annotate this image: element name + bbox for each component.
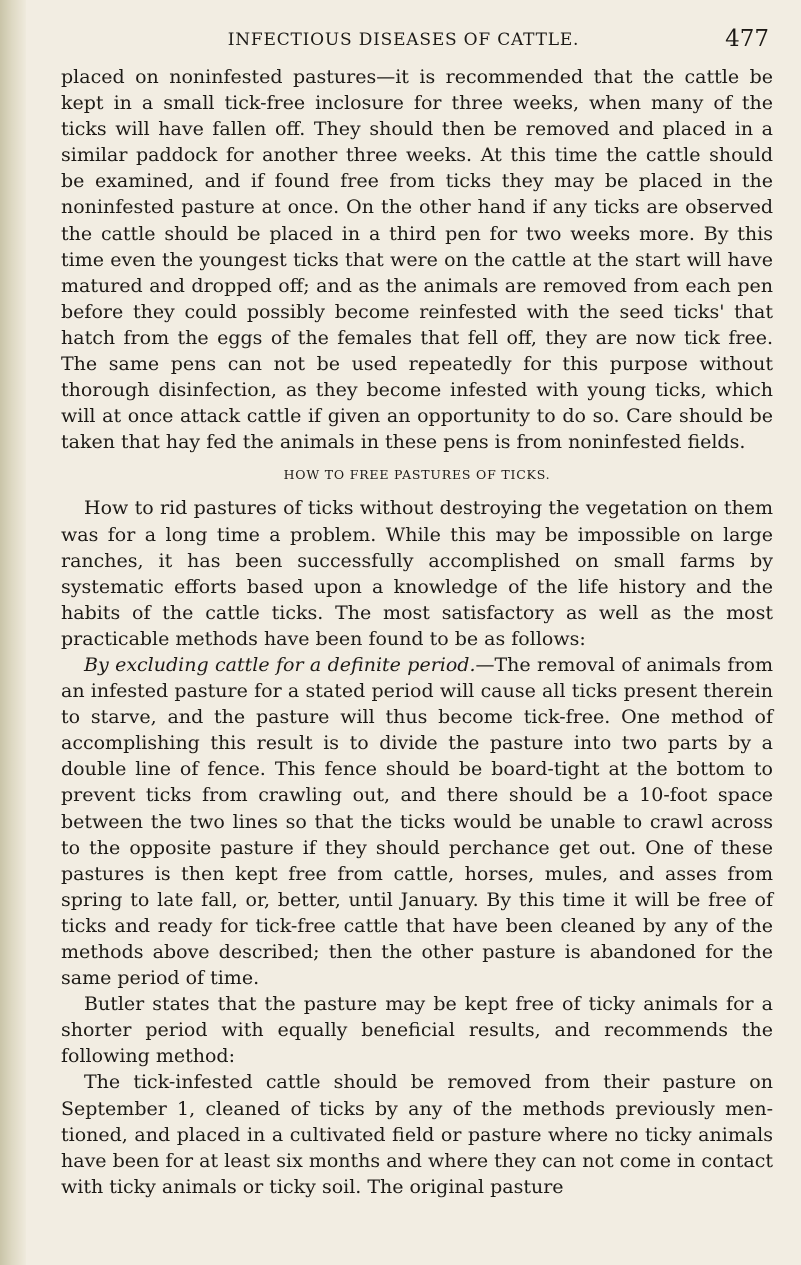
paragraph-method: The tick-infested cattle should be removed from their pasture on September 1, cleaned of ticks by any of the methods previously mentioned, and placed in a cultivated field or pasture where no ticky animals have been for at least six months and where they can not come in contact with ticky animals or ticky soil. The original pasture (61, 1071, 773, 1198)
document-page (36, 0, 801, 1265)
running-header (36, 26, 771, 60)
paragraph-butler: Butler states that the pasture may be kept free of ticky animals for a shorter period with equally beneficial results, and recommends the following method: (61, 993, 773, 1068)
section-heading: HOW TO FREE PASTURES OF TICKS. (283, 467, 551, 483)
paragraph-subheading: By excluding cattle for a definite period. (84, 653, 476, 676)
paragraph-excluding-cattle-text: —The removal of animals from an infested pasture for a stated period will cause all ticks present therein to starve, and the pasture will thus become tick-free. One method of accomplishing this result is to divide the pasture into two parts by a double line of fence. This fence should be board-tight at the bottom to prevent ticks from crawling out, and there should be a 10-foot space between the two lines so that the ticks would be unable to crawl across to the opposite pasture if they should perchance get out. One of these pastures is then kept free from cattle, horses, mules, and asses from spring to late fall, or, better, until January. By this time it will be free of ticks and ready for tick-free cattle that have been cleaned by any of the methods above described; then the other pasture is abandoned for the same period of time. (61, 653, 773, 990)
paragraph-continued: placed on noninfested pastures—it is recommended that the cattle be kept in a small tick-free inclosure for three weeks, when many of the ticks will have fallen off. They should then be removed and placed in a similar paddock for another three weeks. At this time the cattle should be examined, and if found free from ticks they may be placed in the noninfested pasture at once. On the other hand if any ticks are observed the cattle should be placed in a third pen for two weeks more. By this time even the youngest ticks that were on the cattle at the start will have matured and dropped off; and as the animals are removed from each pen before they could possibly become reinfested with the seed ticks' that hatch from the eggs of the females that fell off, they are now tick free. The same pens can not be used repeatedly for this purpose without thorough disinfection, as they become infested with young ticks, which will at once attack cattle if given an opportunity to do so. Care should be taken that hay fed the animals in these pens is from noninfested fields. (61, 66, 773, 454)
page-number: 477 (725, 26, 769, 52)
paragraph-intro: How to rid pastures of ticks without destroying the vegetation on them was for a long time a problem. While this may be impossible on large ranches, it has been successfully accomplished on small farms by systematic efforts based upon a knowledge of the life history and the habits of the cattle ticks. The most satisfactory as well as the most practicable methods have been found to be as follows: (61, 497, 773, 650)
paragraph-excluding-cattle (61, 652, 773, 991)
running-title: INFECTIOUS DISEASES OF CATTLE. (227, 30, 580, 50)
body-text (61, 64, 773, 1200)
page-edge (0, 0, 26, 1265)
